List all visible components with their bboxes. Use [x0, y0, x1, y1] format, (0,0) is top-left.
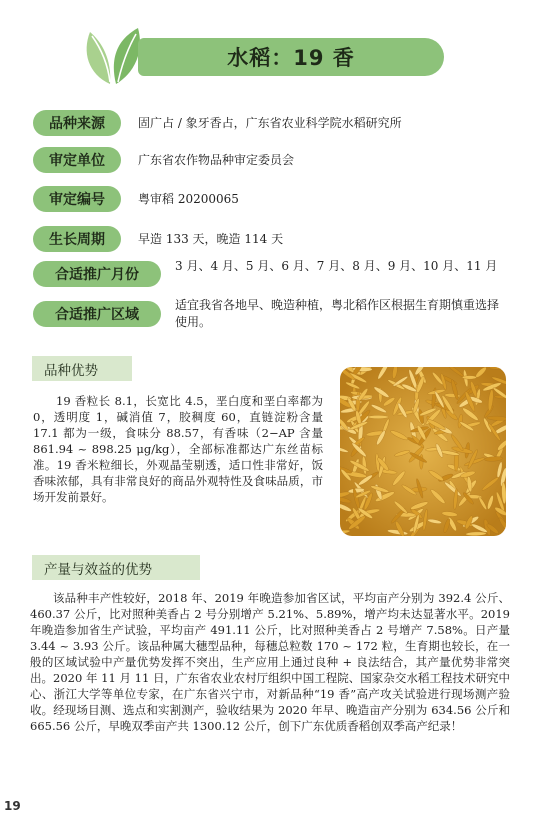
- value-growth-cycle: 早造 133 天，晚造 114 天: [138, 232, 284, 246]
- yield-paragraph: 该品种丰产性较好，2018 年、2019 年晚造参加省区试，平均亩产分别为 392.4 公斤、460.37 公斤，比对照种美香占 2 号分别增产 5.21%、5.89%，增产均未达显著水平。2019 年晚造参加省生产试验，平均亩产 491.11 公斤，比对照种美香占 2 号增产 7.58%。日产量 3.44 ~ 3.93 公斤。该品种属大穗型品种，每穗总粒数 170 ~ 172 粒，生育期也较长，在一般的区域试验中产量优势发挥不突出，生产应用上通过良种 + 良法结合，其产量优势非常突出。2020 年 11 月 11 日，广东省农业农村厅组织中国工程院、国家杂交水稻工程技术研究中心、浙江大学等单位专家，在广东省兴宁市，对新品种“19 香”高产攻关试验进行现场测产验收。经现场目测、选点和实割测产，验收结果为 2020 年早、晚造亩产分别为 634.56 公斤和 665.56 公斤，早晚双季亩产共 1300.12 公斤，创下广东优质香稻创双季高产纪录！: [30, 591, 510, 733]
- rice-grain: [368, 415, 388, 418]
- page-title: 水稻：19 香: [227, 46, 355, 70]
- label-variety-source: 品种来源: [33, 110, 121, 136]
- value-approval-number: 粤审稻 20200065: [138, 192, 239, 206]
- rice-grain: [462, 376, 476, 380]
- section-title-advantage: 品种优势: [32, 356, 132, 381]
- label-promotion-region: 合适推广区域: [33, 301, 161, 327]
- label-growth-cycle: 生长周期: [33, 226, 121, 252]
- label-promotion-months: 合适推广月份: [33, 261, 161, 287]
- value-variety-source: 固广占 / 象牙香占，广东省农业科学院水稻研究所: [138, 116, 402, 130]
- advantage-paragraph: 19 香粒长 8.1，长宽比 4.5，垩白度和垩白率都为 0，透明度 1，碱消值 7，胶稠度 60，直链淀粉含量 17.1 都为一级，食味分 88.57，有香味（2−AP 含量 861.94 ~ 898.25 μg/kg），全部标准都达广东丝苗标准。19 香米粒细长，外观晶莹剔透，适口性非常好，饭香味浓郁，具有非常良好的商品外观特性及食味品质，市场开发前景好。: [33, 394, 323, 504]
- value-approval-unit: 广东省农作物品种审定委员会: [138, 153, 295, 167]
- value-promotion-region: 适宜我省各地早、晚造种植，粤北稻作区根据生育期慎重选择使用。: [175, 298, 500, 329]
- section-title-yield: 产量与效益的优势: [32, 555, 200, 580]
- label-approval-number: 审定编号: [33, 186, 121, 212]
- page-number: 19: [4, 799, 21, 813]
- value-promotion-months: 3 月、4 月、5 月、6 月、7 月、8 月、9 月、10 月、11 月: [175, 259, 498, 273]
- label-approval-unit: 审定单位: [33, 147, 121, 173]
- rice-grains-photo: [340, 367, 506, 536]
- title-banner: [138, 38, 444, 76]
